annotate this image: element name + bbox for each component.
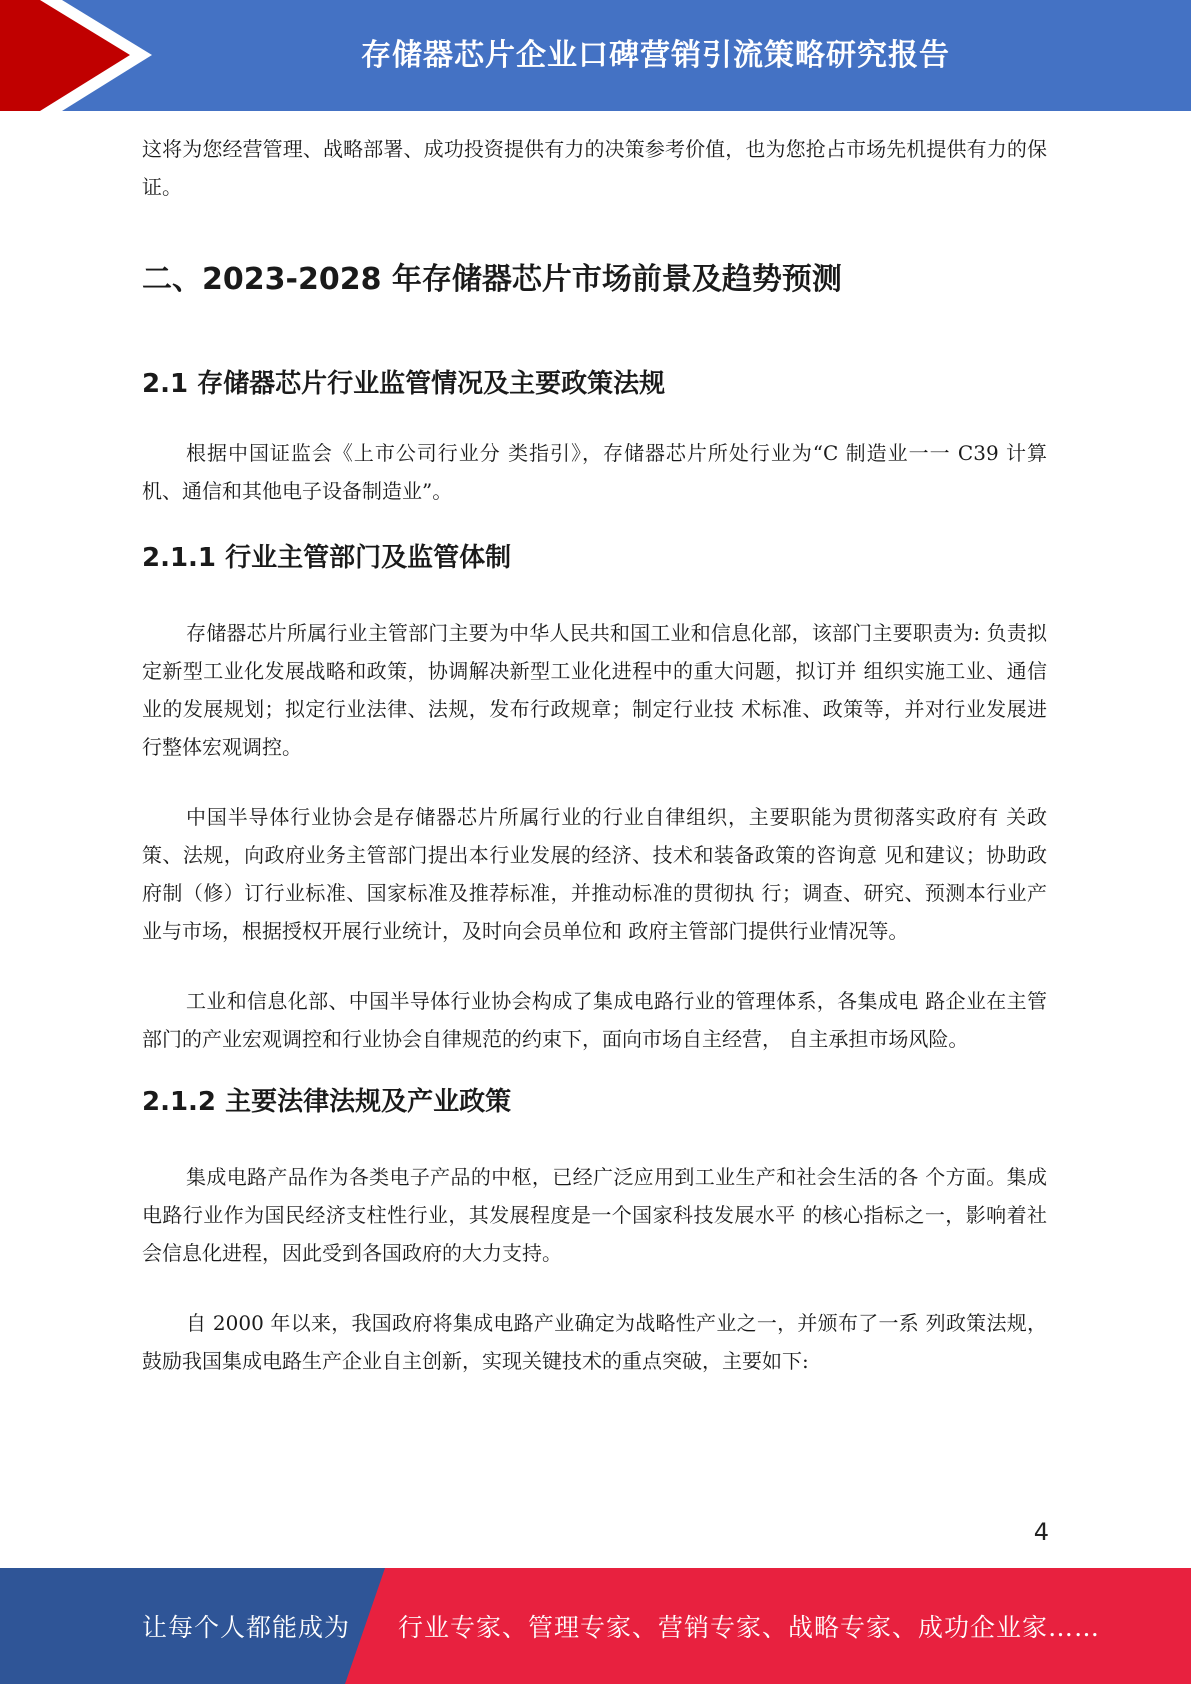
footer-slogan-right: 行业专家、管理专家、营销专家、战略专家、成功企业家…… (398, 1613, 1101, 1642)
header-banner (0, 0, 1191, 111)
paragraph-2-1-1-a: 存储器芯片所属行业主管部门主要为中华人民共和国工业和信息化部，该部门主要职责为: 负责拟定新型工业化发展战略和政策，协调解决新型工业化进程中的重大问题，拟订并 组织实施工业、通信业的发展规划；拟定行业法律、法规，发布行政规章；制定行业技 术标准、政策等，并对行业发展进行整体宏观调控。 (142, 621, 1047, 759)
paragraph-2-1-1-c: 工业和信息化部、中国半导体行业协会构成了集成电路行业的管理体系，各集成电 路企业在主管部门的产业宏观调控和行业协会自律规范的约束下，面向市场自主经营， 自主承担市场风险。 (142, 989, 1047, 1051)
paragraph-2-1: 根据中国证监会《上市公司行业分 类指引》，存储器芯片所处行业为“C 制造业一一 C39 计算机、通信和其他电子设备制造业”。 (142, 441, 1047, 503)
section-heading: 二、2023-2028 年存储器芯片市场前景及趋势预测 (142, 262, 842, 297)
page-number: 4 (1033, 1518, 1049, 1546)
paragraph-2-1-1-b: 中国半导体行业协会是存储器芯片所属行业的行业自律组织，主要职能为贯彻落实政府有 关政策、法规，向政府业务主管部门提出本行业发展的经济、技术和装备政策的咨询意 见和建议；协助政府制（修）订行业标准、国家标准及推荐标准，并推动标准的贯彻执 行；调查、研究、预测本行业产业与市场，根据授权开展行业统计，及时向会员单位和 政府主管部门提供行业情况等。 (142, 805, 1047, 943)
footer-slogan-left: 让每个人都能成为 (142, 1613, 351, 1642)
paragraph-2-1-2-b: 自 2000 年以来，我国政府将集成电路产业确定为战略性产业之一，并颁布了一系 列政策法规，鼓励我国集成电路生产企业自主创新，实现关键技术的重点突破，主要如下: (142, 1311, 1047, 1373)
footer-banner (0, 1568, 1191, 1684)
subsection-heading-2-1: 2.1 存储器芯片行业监管情况及主要政策法规 (142, 369, 666, 399)
document-body (142, 130, 1047, 1380)
intro-paragraph: 这将为您经营管理、战略部署、成功投资提供有力的决策参考价值，也为您抢占市场先机提供有力的保证。 (142, 137, 1047, 199)
report-title: 存储器芯片企业口碑营销引流策略研究报告 (361, 37, 950, 73)
subsection-heading-2-1-1: 2.1.1 行业主管部门及监管体制 (142, 543, 512, 573)
paragraph-2-1-2-a: 集成电路产品作为各类电子产品的中枢，已经广泛应用到工业生产和社会生活的各 个方面。集成电路行业作为国民经济支柱性行业，其发展程度是一个国家科技发展水平 的核心指标之一，影响着社会信息化进程，因此受到各国政府的大力支持。 (142, 1165, 1047, 1265)
subsection-heading-2-1-2: 2.1.2 主要法律法规及产业政策 (142, 1087, 512, 1117)
